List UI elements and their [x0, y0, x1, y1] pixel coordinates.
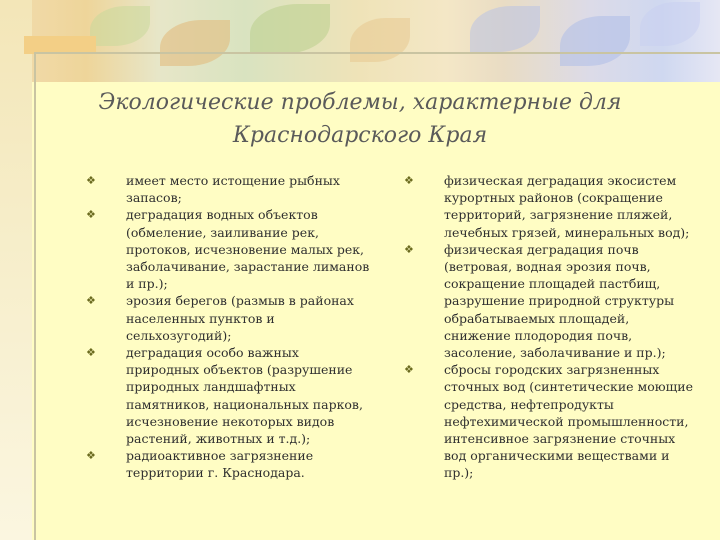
- title-line-1: Экологические проблемы, характерные для: [98, 90, 622, 115]
- list-item-text: деградация водных объектов (обмеление, заиливание рек, протоков, исчезновение малых рек, заболачивание, зарастание лиманов и пр.);: [126, 207, 370, 292]
- list-item-text: деградация особо важных природных объектов (разрушение природных ландшафтных памятников, национальных парков, исчезновение некоторых видов растений, животных и т.д.);: [126, 345, 363, 447]
- leaf-decoration: [560, 16, 630, 66]
- diamond-bullet-icon: ❖: [404, 174, 414, 187]
- left-decorative-band: [0, 0, 32, 540]
- list-item: [86, 206, 376, 292]
- list-item: [404, 172, 694, 241]
- list-item: [404, 361, 694, 481]
- decorative-banner: [0, 0, 720, 82]
- diamond-bullet-icon: ❖: [86, 346, 96, 360]
- diamond-bullet-icon: ❖: [86, 449, 96, 463]
- leaf-decoration: [90, 6, 150, 46]
- diamond-bullet-icon: ❖: [404, 363, 414, 377]
- list-item-text: физическая деградация почв (ветровая, водная эрозия почв, сокращение площадей пастбищ, разрушение природной структуры обрабатываемых площадей, снижение плодородия почв, засоление, заболачивание и пр.);: [444, 241, 675, 361]
- list-item: [86, 292, 376, 344]
- diamond-bullet-icon: ❖: [86, 208, 96, 222]
- leaf-decoration: [350, 18, 410, 62]
- leaf-decoration: [640, 2, 700, 46]
- vertical-rule: [34, 52, 36, 540]
- right-column: [404, 172, 694, 482]
- leaf-decoration: [250, 4, 330, 54]
- diamond-bullet-icon: ❖: [86, 294, 96, 308]
- list-item-text: физическая деградация экосистем курортных районов (сокращение территорий, загрязнение пляжей, лечебных грязей, минеральных вод);: [444, 173, 690, 240]
- list-item: [404, 241, 694, 361]
- list-item: [86, 172, 376, 206]
- leaf-decoration: [160, 20, 230, 66]
- list-item-text: имеет место истощение рыбных запасов;: [126, 173, 340, 206]
- list-item: [86, 447, 376, 481]
- slide-title: [60, 86, 660, 152]
- list-item: [86, 344, 376, 447]
- diamond-bullet-icon: ❖: [404, 242, 414, 256]
- horizontal-rule: [34, 52, 720, 54]
- list-item-text: радиоактивное загрязнение территории г. Краснодара.: [126, 448, 314, 481]
- title-line-2: Краснодарского Края: [232, 123, 488, 148]
- list-item-text: эрозия берегов (размыв в районах населенных пунктов и сельхозугодий);: [126, 293, 354, 343]
- diamond-bullet-icon: ❖: [86, 174, 96, 187]
- left-column: [86, 172, 376, 482]
- list-item-text: сбросы городских загрязненных сточных вод (синтетические моющие средства, нефтепродукты нефтехимической промышленности, интенсивное загрязнение сточных вод органическими веществами и пр.);: [444, 362, 693, 481]
- leaf-decoration: [470, 6, 540, 52]
